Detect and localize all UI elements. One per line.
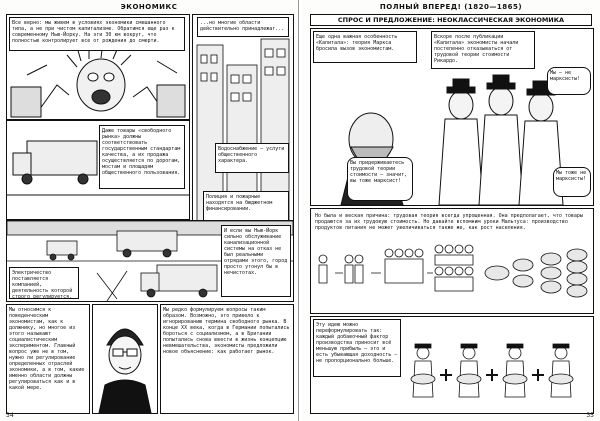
right-page-number: 35: [586, 412, 594, 419]
section-banner: СПРОС И ПРЕДЛОЖЕНИЕ: НЕОКЛАССИЧЕСКАЯ ЭКОНОМИКА: [310, 14, 592, 26]
caption-free-market-term: Мы редко формулируем вопросы таким образом. Возможно, это привело к игнорированию термина свободного рынка. В конце XX века, когда в Германии попытались бороться с социализмом, а в Британии попытались снова ввести в жизнь концепцию невмешательства, экономисты предложили новое объяснение: как работает рынок.: [161, 305, 293, 413]
caption-diminishing-returns: Эту идею можно переформулировать так: каждый добавочный фактор производства приносит всё меньшую прибыль — это и есть убывающая доходность — не пропорционально больше.: [313, 319, 401, 377]
caption-free-market-goods: Даже товары «свободного рынка» должны соответствовать государственным стандартам качества, а их продажа осуществляется по дорогам, мостам и площадям общественного пользования.: [99, 125, 185, 189]
speech-also-not-marxists: Мы тоже не марксисты!: [553, 167, 591, 197]
author-portrait-drawing: [93, 305, 157, 413]
panel-diminishing-returns: [310, 316, 594, 414]
panel-truck: [6, 120, 190, 220]
panel-free-market: [160, 304, 294, 414]
caption-public-areas: ...но многие области действительно принадлежат...: [197, 17, 289, 37]
panel-author-portrait: [92, 304, 158, 414]
caption-sewage: И если вы Нью-Йорк сильно обслуживание канализационной системы на отказ не был реальными отрядами этого, город просто утонул бы в нечистотах.: [221, 225, 291, 297]
left-page-header: ЭКОНОМИКС: [120, 3, 178, 11]
right-page: [302, 0, 600, 421]
caption-labor-theory-simplified: Но была и веская причина: трудовая теория всегда упрощенная. Она предполагает, что товары продаются за их трудовую стоимость. Но давайте вспомним уроки Мальтуса: производство продуктов питания не может увеличиваться также же, как рост населения.: [313, 211, 591, 243]
caption-abandon-ricardo: Вскоре после публикации «Капитала» экономисты начали постепенно отказываться от трудовой теории стоимости Рикардо.: [431, 31, 535, 69]
right-page-header: ПОЛНЫЙ ВПЕРЕД! (1820—1865): [379, 3, 523, 11]
panel-population-bread: [310, 208, 594, 314]
caption-police-fire: Полиция и пожарные находятся на бюджетном финансировании.: [203, 191, 289, 223]
speech-not-marxists: Мы — не марксисты!: [547, 67, 591, 95]
panel-screaming-man: [6, 14, 190, 120]
panel-economists: [310, 28, 594, 206]
caption-electricity: Электричество поставляется компанией, деятельность которой строго регулируется.: [9, 267, 79, 299]
caption-regulation-question: Мы относимся к поведенческим экономистам, как к должнику, но многое из этого называют социалистическим экспериментом. Главный вопрос уже не в том, нужно ли регулирование определенных отраслей экономики, а в том, какие именно области должны регулироваться как и в какой мере.: [7, 305, 89, 413]
panel-buildings: [192, 14, 294, 242]
left-page-number: 34: [6, 412, 14, 419]
panel-behavioral: [6, 304, 90, 414]
speech-marx: Вы придерживаетесь трудовой теории стоимости — значит, вы тоже марксист!: [347, 157, 413, 201]
caption-mixed-economy: Все верно: мы живем в условиях экономики смешанного типа, а не при чистом капитализме. Обратимся еще раз к современному Нью-Йорку. На эти 30 км вокруг, что полностью контролирует все от рождения до смерти.: [9, 17, 185, 51]
caption-marx-challenge: Еще одна важная особенность «Капитала»: теория Маркса бросила вызов экономистам.: [313, 31, 417, 63]
panel-street: [6, 220, 294, 302]
caption-water-supply: Водоснабжение — услуги общественного характера.: [215, 143, 289, 173]
left-page: [0, 0, 299, 421]
